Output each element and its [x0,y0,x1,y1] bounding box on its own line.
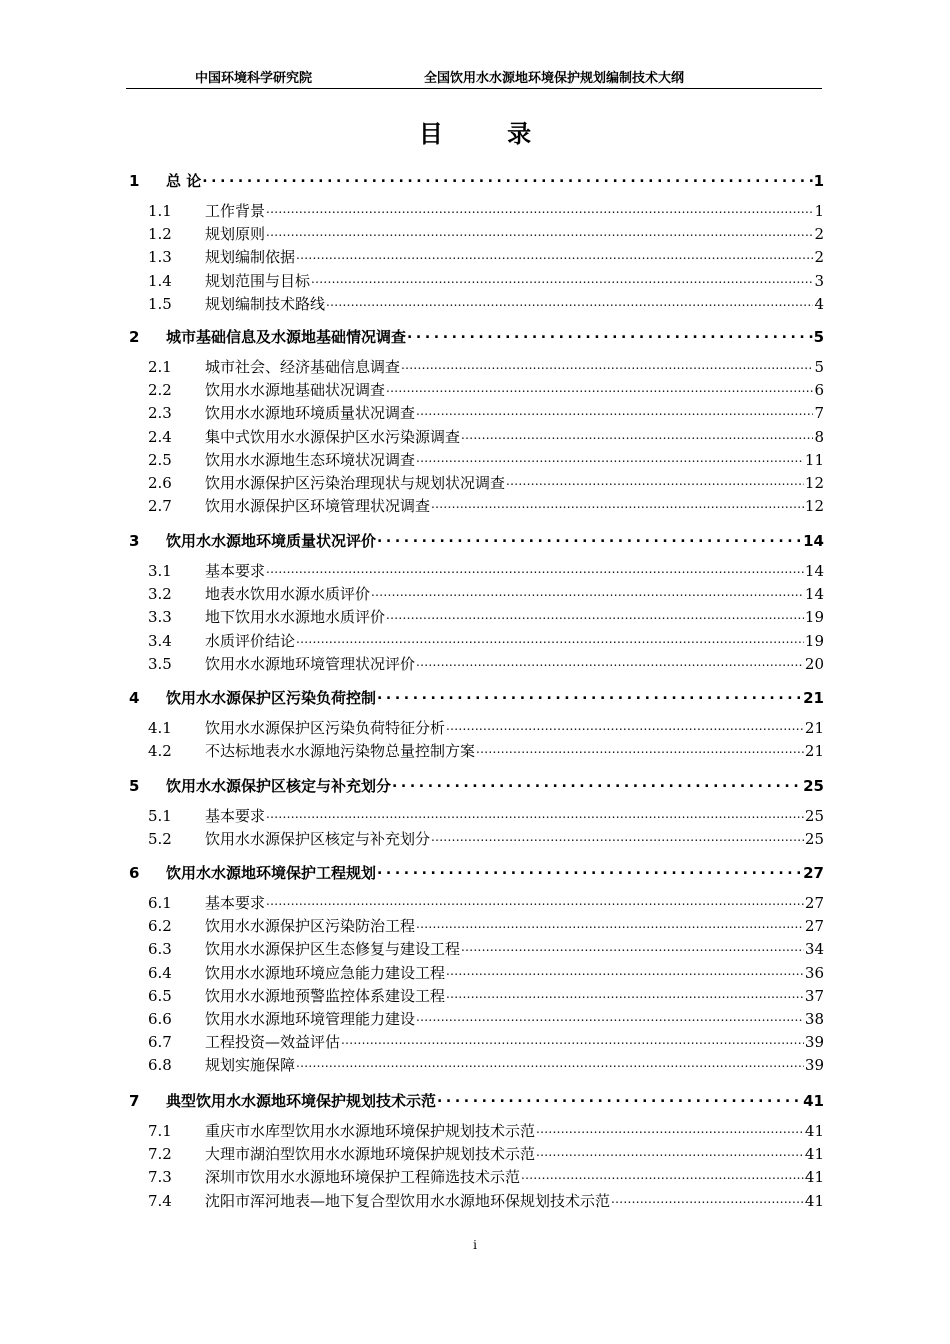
dot-leader [371,584,804,599]
dot-leader [266,224,813,239]
section-number: 7.4 [148,1191,172,1210]
dot-leader [311,271,813,286]
chapter-title: 饮用水水源保护区污染负荷控制 [166,689,377,707]
footer-page-number: i [473,1238,477,1252]
chapter-number: 2 [129,328,140,346]
toc-chapter-entry[interactable] [129,687,824,709]
toc-section-entry[interactable] [148,223,824,245]
chapter-number: 7 [129,1092,140,1110]
section-title: 工作背景 [205,202,266,220]
chapter-page-number: 41 [803,1092,824,1110]
dot-leader [536,1144,804,1159]
dot-leader [377,531,802,546]
dot-leader [401,357,813,372]
section-title: 集中式饮用水水源保护区水污染源调查 [205,427,461,446]
section-title: 饮用水水源地预警监控体系建设工程 [205,986,446,1005]
toc-section-entry[interactable] [148,426,824,448]
section-title: 饮用水水源地环境质量状况调查 [205,404,416,423]
section-page-number: 25 [804,807,824,825]
dot-leader [296,1055,804,1070]
section-page-number: 41 [804,1122,824,1140]
section-title: 大理市湖泊型饮用水水源地环境保护规划技术示范 [205,1145,536,1164]
section-number: 5.2 [148,830,172,849]
header-institution: 中国环境科学研究院 [195,71,313,86]
section-number: 6.7 [148,1033,172,1052]
section-page-number: 4 [814,294,824,313]
section-number: 4.2 [148,742,172,761]
chapter-page-number: 14 [803,532,824,550]
toc-section-entry[interactable] [148,293,824,315]
section-page-number: 14 [804,562,824,580]
section-title: 饮用水水源保护区核定与补充划分 [205,830,431,849]
section-title: 饮用水源保护区污染治理现状与规划状况调查 [205,474,506,492]
dot-leader [202,171,812,186]
section-page-number: 7 [814,404,824,423]
section-number: 7.3 [148,1168,172,1187]
section-number: 7.2 [148,1145,172,1164]
dot-leader [437,1091,802,1106]
section-title: 饮用水水源保护区生态修复与建设工程 [205,940,461,959]
toc-section-entry[interactable] [148,915,824,937]
section-number: 6.3 [148,940,172,959]
section-number: 2.7 [148,497,172,516]
chapter-number: 6 [129,864,140,882]
section-title: 规划编制技术路线 [205,294,326,313]
dot-leader [416,450,804,465]
toc-section-entry[interactable] [148,805,824,827]
section-page-number: 20 [804,654,824,673]
section-page-number: 41 [804,1191,824,1210]
toc-section-entry[interactable] [148,560,824,582]
chapter-title: 总 论 [166,172,202,190]
toc-section-entry[interactable] [148,740,824,762]
section-title: 地表水饮用水源水质评价 [205,585,371,604]
dot-leader [266,806,804,821]
section-title: 基本要求 [205,807,266,825]
toc-section-entry[interactable] [148,379,824,401]
section-title: 城市社会、经济基础信息调查 [205,358,401,376]
section-title: 饮用水源保护区环境管理状况调查 [205,497,431,516]
section-number: 2.4 [148,427,172,446]
dot-leader [392,776,802,791]
section-title: 饮用水水源地环境应急能力建设工程 [205,963,446,982]
chapter-title: 饮用水水源地环境保护工程规划 [166,864,377,882]
toc-section-entry[interactable] [148,938,824,960]
section-number: 1.4 [148,271,172,290]
section-number: 3.2 [148,585,172,604]
section-number: 2.1 [148,358,172,376]
section-title: 饮用水水源地环境管理能力建设 [205,1010,416,1028]
toc-section-entry[interactable] [148,1008,824,1030]
toc-section-entry[interactable] [148,583,824,605]
section-number: 6.5 [148,986,172,1005]
chapter-page-number: 5 [813,328,824,346]
section-page-number: 21 [804,742,824,761]
section-number: 3.1 [148,562,172,580]
section-title: 饮用水水源地环境管理状况评价 [205,654,416,673]
chapter-page-number: 1 [813,172,824,190]
dot-leader [461,427,813,442]
chapter-page-number: 25 [803,777,824,795]
section-page-number: 21 [804,719,824,737]
section-number: 2.6 [148,474,172,492]
dot-leader [416,654,804,669]
dot-leader [506,473,804,488]
toc-section-entry[interactable] [148,246,824,268]
toc-section-entry[interactable] [148,1031,824,1053]
section-page-number: 2 [814,225,824,244]
section-title: 工程投资—效益评估 [205,1033,341,1052]
dot-leader [296,247,813,262]
dot-leader [386,607,804,622]
section-page-number: 41 [804,1168,824,1187]
section-page-number: 6 [814,381,824,400]
section-page-number: 3 [814,271,824,290]
toc-title: 目 录 [418,120,560,148]
section-page-number: 37 [804,986,824,1005]
section-page-number: 11 [804,450,824,469]
section-title: 地下饮用水水源地水质评价 [205,608,386,627]
section-title: 饮用水水源保护区污染防治工程 [205,917,416,936]
dot-leader [377,863,802,878]
dot-leader [377,688,802,703]
section-title: 不达标地表水水源地污染物总量控制方案 [205,742,476,761]
section-number: 7.1 [148,1122,172,1140]
chapter-title: 饮用水水源保护区核定与补充划分 [166,777,392,795]
section-number: 4.1 [148,719,172,737]
section-title: 水质评价结论 [205,631,296,650]
dot-leader [266,561,804,576]
chapter-title: 饮用水水源地环境质量状况评价 [166,532,377,550]
toc-section-entry[interactable] [148,717,824,739]
toc-section-entry[interactable] [148,356,824,378]
dot-leader [266,201,813,216]
header-document-title: 全国饮用水水源地环境保护规划编制技术大纲 [424,71,685,86]
toc-section-entry[interactable] [148,1054,824,1076]
chapter-number: 5 [129,777,140,795]
toc-section-entry[interactable] [148,1143,824,1165]
dot-leader [521,1167,804,1182]
section-number: 1.2 [148,225,172,244]
section-number: 6.6 [148,1010,172,1028]
toc-section-entry[interactable] [148,653,824,675]
toc-section-entry[interactable] [148,472,824,494]
toc-section-entry[interactable] [148,495,824,517]
section-title: 基本要求 [205,894,266,912]
toc-chapter-entry[interactable] [129,1090,824,1112]
section-title: 沈阳市浑河地表—地下复合型饮用水水源地环保规划技术示范 [205,1191,611,1210]
dot-leader [431,496,804,511]
toc-section-entry[interactable] [148,1166,824,1188]
section-number: 1.3 [148,248,172,267]
toc-section-entry[interactable] [148,630,824,652]
dot-leader [266,893,804,908]
section-page-number: 1 [814,202,824,220]
section-number: 5.1 [148,807,172,825]
section-number: 2.3 [148,404,172,423]
section-number: 3.4 [148,631,172,650]
chapter-number: 1 [129,172,140,190]
toc-section-entry[interactable] [148,962,824,984]
section-number: 6.8 [148,1056,172,1075]
section-page-number: 41 [804,1145,824,1164]
section-number: 1.5 [148,294,172,313]
toc-chapter-entry[interactable] [129,862,824,884]
dot-leader [446,718,804,733]
section-page-number: 27 [804,894,824,912]
dot-leader [296,631,804,646]
dot-leader [341,1032,804,1047]
dot-leader [407,327,813,342]
section-page-number: 39 [804,1056,824,1075]
dot-leader [476,741,804,756]
section-number: 6.2 [148,917,172,936]
section-title: 基本要求 [205,562,266,580]
section-page-number: 34 [804,940,824,959]
chapter-page-number: 21 [803,689,824,707]
section-number: 2.5 [148,450,172,469]
section-page-number: 19 [804,631,824,650]
section-page-number: 12 [804,497,824,516]
dot-leader [386,380,813,395]
toc-section-entry[interactable] [148,402,824,424]
chapter-title: 城市基础信息及水源地基础情况调查 [166,328,407,346]
section-title: 规划原则 [205,225,266,244]
toc-section-entry[interactable] [148,1190,824,1212]
toc-section-entry[interactable] [148,200,824,222]
section-page-number: 5 [814,358,824,376]
section-page-number: 2 [814,248,824,267]
toc-section-entry[interactable] [148,270,824,292]
section-number: 6.1 [148,894,172,912]
dot-leader [536,1121,804,1136]
chapter-page-number: 27 [803,864,824,882]
section-title: 规划实施保障 [205,1056,296,1075]
dot-leader [461,939,804,954]
toc-section-entry[interactable] [148,828,824,850]
section-number: 2.2 [148,381,172,400]
section-title: 规划范围与目标 [205,271,311,290]
section-page-number: 14 [804,585,824,604]
section-title: 饮用水水源地生态环境状况调查 [205,450,416,469]
toc-section-entry[interactable] [148,1120,824,1142]
section-page-number: 39 [804,1033,824,1052]
section-page-number: 25 [804,830,824,849]
dot-leader [416,403,813,418]
toc-section-entry[interactable] [148,606,824,628]
toc-chapter-entry[interactable] [129,530,824,552]
dot-leader [431,829,804,844]
section-title: 饮用水水源保护区污染负荷特征分析 [205,719,446,737]
dot-leader [326,294,813,309]
dot-leader [446,986,804,1001]
chapter-number: 3 [129,532,140,550]
section-page-number: 36 [804,963,824,982]
chapter-number: 4 [129,689,140,707]
section-number: 1.1 [148,202,172,220]
toc-chapter-entry[interactable] [129,170,824,192]
section-title: 规划编制依据 [205,248,296,267]
toc-section-entry[interactable] [148,892,824,914]
dot-leader [416,916,804,931]
section-number: 3.5 [148,654,172,673]
chapter-title: 典型饮用水水源地环境保护规划技术示范 [166,1092,437,1110]
section-page-number: 19 [804,608,824,627]
section-page-number: 12 [804,474,824,492]
toc-section-entry[interactable] [148,449,824,471]
section-number: 3.3 [148,608,172,627]
section-page-number: 8 [814,427,824,446]
section-number: 6.4 [148,963,172,982]
dot-leader [611,1191,804,1206]
toc-chapter-entry[interactable] [129,775,824,797]
dot-leader [446,963,804,978]
section-page-number: 27 [804,917,824,936]
toc-section-entry[interactable] [148,985,824,1007]
section-page-number: 38 [804,1010,824,1028]
toc-chapter-entry[interactable] [129,326,824,348]
dot-leader [416,1009,804,1024]
section-title: 饮用水水源地基础状况调查 [205,381,386,400]
section-title: 深圳市饮用水水源地环境保护工程筛选技术示范 [205,1168,521,1187]
section-title: 重庆市水库型饮用水水源地环境保护规划技术示范 [205,1122,536,1140]
